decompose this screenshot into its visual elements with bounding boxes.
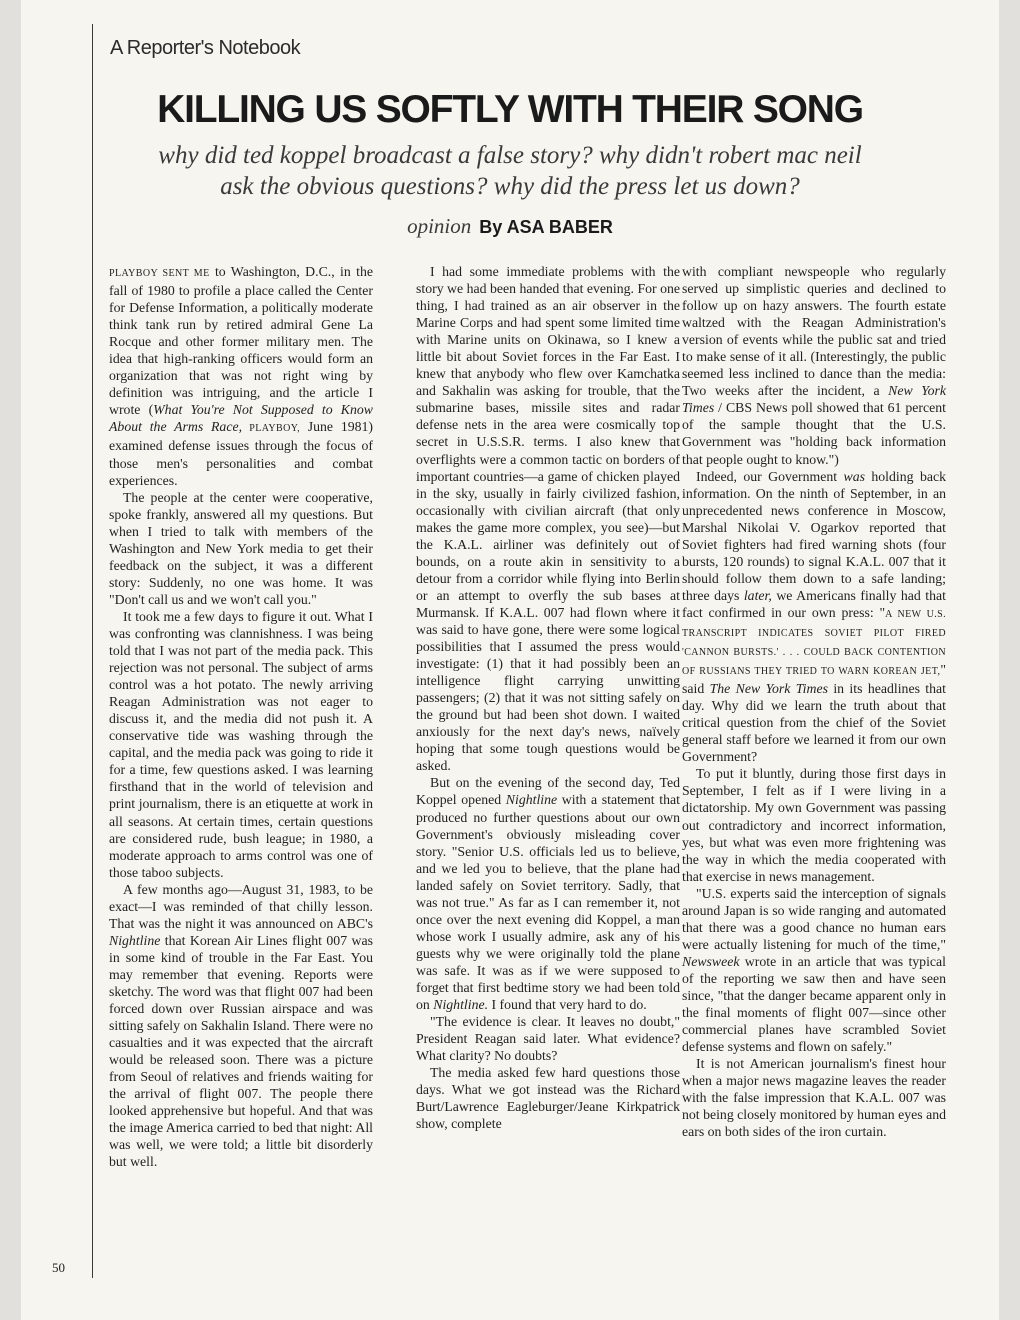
emphasis: was [843, 468, 865, 484]
headline: KILLING US SOFTLY WITH THEIR SONG [157, 88, 863, 131]
paragraph: It is not American journalism's finest hour when a major news magazine leaves the reader with the false impression that K.A.L. 007 was not being closely monitored by human eyes and ears on both sides of the iron curtain. [682, 1056, 947, 1140]
text-run: " said [682, 662, 946, 697]
text-run: June 1981) examined defense issues through the focus of those men's personalities and combat experiences. [109, 419, 374, 488]
lead-in: PLAYBOY SENT ME [109, 268, 210, 279]
text-run: with a statement that produced no further questions about our own Government's obviously misleading cover story. "Senior U.S. officials led us to believe, and we led you to believe, that the plane had landed safely on Soviet territory. Sadly, that was not true." As far as I can remember it, not once over the next evening did Koppel, a man whose work I usually admire, ask any of his guests why we were originally told the plane was safe. It was as if we were supposed to forget that first bedtime story we had been told on [416, 792, 680, 1013]
paragraph [109, 881, 373, 1171]
paragraph: The media asked few hard questions those days. What we got instead was the Richard Burt/Lawrence Eagleburger/Jeane Kirkpatrick show, complete [416, 1065, 680, 1132]
magazine-name: Newsweek [682, 953, 740, 969]
paragraph [682, 468, 946, 766]
paragraph [682, 885, 946, 1055]
paragraph: I had some immediate problems with the story we had been handed that evening. For one thing, I had trained as an air observer in the Marine Corps and had spent some limited time with Marine units on Okinawa, so I knew a little bit about Soviet forces in the Far East. I knew that anybody who flew over Kamchatka and Sakhalin was asking for trouble, that the submarine bases, missile sites and radar defense nets in the area were cosmically top secret in U.S.S.R. terms. I also knew that overflights were a common tactic on borders of important countries—a game of chicken played in the sky, usually in fairly civilized fashion, occasionally with civilian aircraft (that only makes the game more complex, you see)—but the K.A.L. airliner was definitely out of bounds, on a route akin in sensitivity to a detour from a corridor while flying into Berlin or an attempt to overfly the sub bases at Murmansk. If K.A.L. 007 had flown where it was said to have gone, there were some logical possibilities that I assumed the press would investigate: (1) that it had possibly been an intelligence flight carrying unwitting passengers; (2) that it was not sitting safely on the ground but had been shot down. I waited anxiously for the next day's news, naïvely hoping that some tough questions would be asked. [416, 264, 680, 774]
paragraph [416, 774, 680, 1013]
paragraph [682, 263, 946, 468]
magazine-page [21, 0, 999, 1320]
text-run: "U.S. experts said the interception of signals around Japan is so wide ranging and automated that there was a good chance no human ears were actually listening for much of the time," [682, 885, 946, 952]
text-run: that Korean Air Lines flight 007 was in some kind of trouble in the Far East. You may remember that evening. Reports were sketchy. The word was that flight 007 had been forced down over Russian airspace and was sitting safely on Sakhalin Island. There were no casualties and it was expected that the aircraft would be released soon. There was a picture from Seoul of relatives and friends waiting for the arrival of flight 007. The people there looked apprehensive but hopeful. And that was the image America carried to bed that night: All was well, we were told; a little bit disorderly but well. [109, 932, 373, 1170]
text-run: But on the evening of the second day, Ted Koppel opened [416, 775, 680, 808]
text-run: we Americans finally had that fact confirmed in our own press: " [682, 587, 946, 620]
magazine-name: PLAYBOY, [242, 423, 300, 435]
section-label: A Reporter's Notebook [110, 37, 301, 59]
text-run: I found that very hard to do. [488, 997, 647, 1013]
paragraph: "The evidence is clear. It leaves no doubt," President Reagan said later. What evidence? What clarity? No doubts? [416, 1014, 680, 1064]
deck-subheadline: why did ted koppel broadcast a false story? why didn't robert mac neil ask the obvious questions? why did the press let us down? [158, 142, 862, 200]
opinion-kicker: opinion [407, 214, 472, 238]
column-2 [416, 263, 680, 1132]
emphasis: later, [743, 587, 772, 603]
byline [21, 214, 999, 239]
paragraph: It took me a few days to figure it out. What I was confronting was clannishness. I was being told that I was not part of the media pack. This rejection was not personal. The subject of arms control was a hot potato. The newly arriving Reagan Administration was not eager to discuss it, and the media did not push it. A conservative tide was washing through the capital, and the media pack was going to ride it for a time, few questions asked. I was learning firsthand that in the world of television and print journalism, there is an etiquette at work in all seasons. At certain times, certain questions are considered rude, bush league; in 1980, a moderate approach to arms control was one of those taboo subjects. [109, 608, 373, 880]
text-run: to Washington, D.C., in the fall of 1980 to profile a place called the Center for Defense Information, a politically moderate think tank run by retired admiral Gene La Rocque and other former military men. The idea that high-ranking officers would form an organization that was not right wing by definition was intriguing, and the article I wrote ( [109, 264, 373, 418]
author-byline: By ASA BABER [479, 217, 613, 237]
text-run: in its headlines that day. Why did we learn the truth about that critical question from the chief of the Soviet general staff before we learned it from our own Government? [682, 681, 946, 765]
paragraph: The people at the center were cooperative, spoke frankly, answered all my questions. But when I tried to talk with members of the Washington and New York media to get their feedback on the subject, it was a different story: Suddenly, no one was home. It was "Don't call us and we won't call you." [109, 489, 373, 607]
column-1 [109, 263, 373, 1170]
show-title: Nightline [505, 792, 558, 808]
article-title: What You're Not Supposed to Know About the Arms Race, [109, 402, 373, 435]
column-3 [682, 263, 946, 1140]
page-number: 50 [52, 1260, 65, 1275]
paragraph [109, 263, 373, 489]
show-title: Nightline [109, 932, 161, 948]
show-title: Nightline. [433, 997, 489, 1013]
paragraph: To put it bluntly, during those first days in September, I felt as if I were living in a dictatorship. My own Government was passing out contradictory and incorrect information, yes, but what was even more frightening was the way in which the media cooperated with that exercise in news management. [682, 766, 946, 884]
quoted-headline: A NEW U.S. TRANSCRIPT INDICATES SOVIET PILOT FIRED 'CANNON BURSTS.' . . . COULD BACK CONTENTION OF RUSSIANS THEY TRIED TO WARN KOREAN JET, [682, 608, 946, 678]
text-run: / CBS News poll showed that 61 percent of the sample thought that the U.S. Government was "holding back information that people ought to know.") [682, 400, 946, 467]
newspaper-name: The New York Times [709, 681, 828, 697]
text-run: wrote in an article that was typical of the reporting we saw then and have seen since, "that the danger became apparent only in the final moments of flight 007—since other commercial planes have scrambled Soviet defense systems and flown on safely." [682, 953, 946, 1055]
text-run: with compliant newspeople who regularly served up simplistic queries and declined to follow up on hazy answers. The fourth estate waltzed with the Reagan Administration's version of events while the public sat and tried to make sense of it all. (Interestingly, the public seemed less inclined to dance than the media: Two weeks after the incident, a [682, 264, 946, 399]
text-run: holding back information. On the ninth of September, in an unprecedented news conference in Moscow, Marshal Nikolai V. Ogarkov reported that Soviet fighters had fired warning shots (four bursts, 120 rounds) to signal K.A.L. 007 that it should follow them down to a safe landing; three days [682, 468, 946, 603]
margin-rule [92, 24, 93, 1278]
text-run: Indeed, our Government [696, 468, 844, 484]
text-run: A few months ago—August 31, 1983, to be exact—I was reminded of that chilly lesson. That was the night it was announced on ABC's [109, 881, 373, 931]
newspaper-name: New York Times [682, 383, 946, 416]
